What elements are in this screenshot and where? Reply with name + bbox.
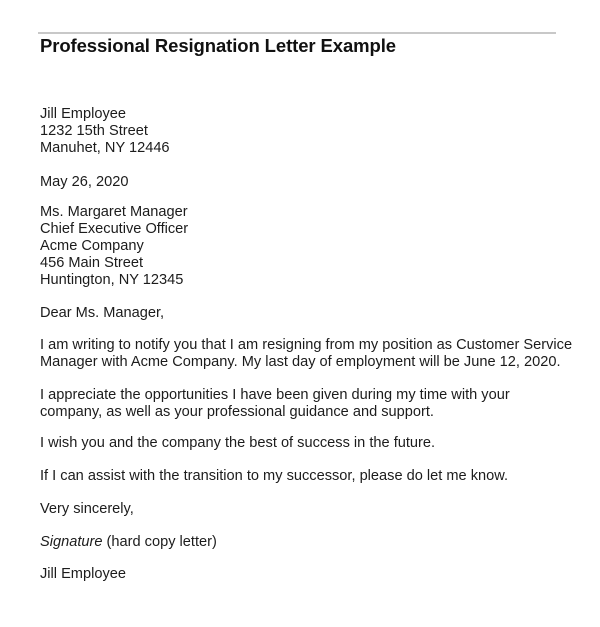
closing: Very sincerely,	[40, 501, 134, 517]
header-divider	[38, 32, 556, 34]
body-paragraph-4	[40, 468, 508, 485]
paragraph-line: I wish you and the company the best of success in the future.	[40, 435, 436, 451]
signature-note: (hard copy letter)	[102, 534, 217, 550]
document-title: Professional Resignation Letter Example	[40, 35, 396, 56]
body-paragraph-1	[40, 337, 572, 371]
salutation: Dear Ms. Manager,	[40, 305, 165, 321]
paragraph-line: Manager with Acme Company. My last day of employment will be June 12, 2020.	[40, 354, 561, 370]
paragraph-line: I am writing to notify you that I am resigning from my position as Customer Service	[40, 337, 573, 353]
signature-line	[40, 534, 217, 551]
sender-name: Jill Employee	[40, 106, 126, 122]
body-paragraph-3	[40, 435, 435, 452]
paragraph-line: company, as well as your professional guidance and support.	[40, 404, 434, 420]
recipient-address	[40, 204, 188, 289]
sender-city-state-zip: Manuhet, NY 12446	[40, 140, 170, 156]
body-paragraph-2	[40, 387, 510, 421]
signature-label: Signature	[40, 534, 103, 550]
recipient-title: Chief Executive Officer	[40, 221, 189, 237]
sender-street: 1232 15th Street	[40, 123, 148, 139]
recipient-street: 456 Main Street	[40, 255, 144, 271]
recipient-name: Ms. Margaret Manager	[40, 204, 188, 220]
recipient-city-state-zip: Huntington, NY 12345	[40, 272, 184, 288]
sender-address	[40, 106, 170, 157]
paragraph-line: If I can assist with the transition to my successor, please do let me know.	[40, 468, 509, 484]
paragraph-line: I appreciate the opportunities I have been given during my time with your	[40, 387, 510, 403]
recipient-company: Acme Company	[40, 238, 144, 254]
signer-name: Jill Employee	[40, 566, 126, 582]
letter-date: May 26, 2020	[40, 174, 129, 190]
